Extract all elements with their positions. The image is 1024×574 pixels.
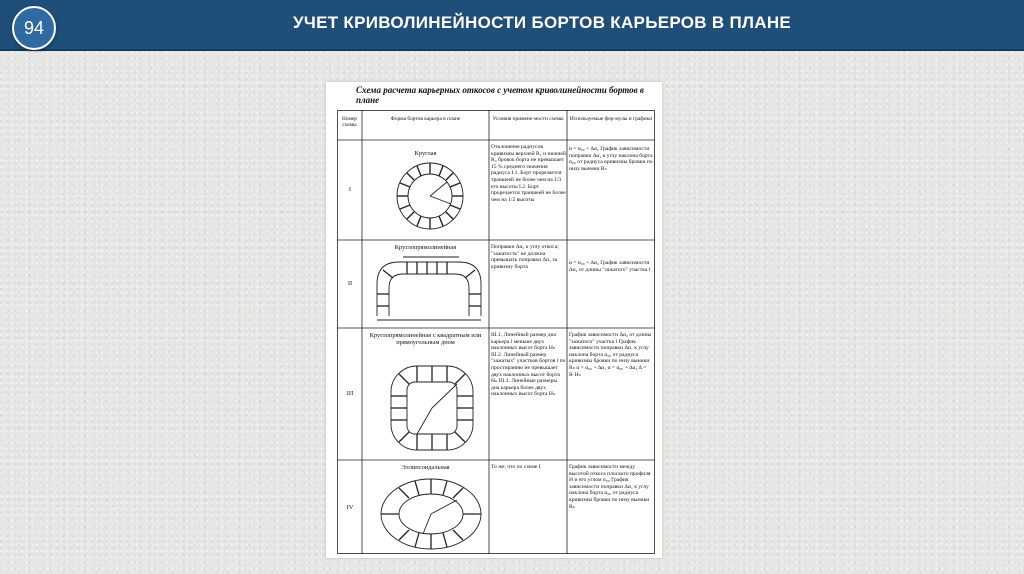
row-2-number: II: [347, 280, 353, 287]
round-pit-diagram: [395, 160, 465, 232]
elliptical-pit-diagram: [379, 476, 483, 552]
header-scheme-number: Номер схемы: [342, 116, 357, 128]
scanned-table-document: [326, 82, 662, 558]
row-2-conditions: Поправки Δα₂ к углу откоса; "зажатость" не должна превышать поправки Δα₁ за кривизну борта: [491, 244, 559, 270]
row-1-formulas: α = α₀₀ + Δα₁ График зависимости поправки Δα₁ к углу наклона борта α₀₀ от радиуса кривизны бровки по низу выемки Rₙ: [569, 146, 653, 172]
row-3-conditions: III.1. Линейный размер дна карьера l меньше двух наклонных высот борта Hₙ III.2. Линейный размер "зажатых" участков бортов l по простиранию не превышает двух наклонных высот борта Hₙ III.3. Линейные размеры дна карьера более двух наклонных высот борта Hₙ: [491, 332, 566, 398]
row-2-formulas: α = α₀₀ + Δα₂ График зависимости Δα₂ от длины "зажатого" участка l: [569, 260, 651, 273]
header-formulas: Используемые фор-мулы и графики: [569, 116, 653, 122]
scheme-table: [337, 110, 655, 554]
row-3-shape-label: Круглопрямолинейная с квадратным или прямоугольным дном: [369, 332, 482, 346]
row-2-shape-label: Круглопрямолинейная: [394, 244, 457, 251]
row-3-formulas: График зависимости Δα₂ от длины "зажатого" участка l График зависимости поправки Δα₁ к углу наклона борта α₀₀ от радиуса кривизны бровки по низу выемки Rₙ α = α₀₀ + Δα₁ α = α₀₀ + Δα₂ Δ = R·Hₙ: [569, 332, 652, 378]
header-shape: Форма бортов карьера в плане: [390, 116, 461, 122]
row-4-number: IV: [346, 504, 354, 511]
slide-header: [0, 0, 1024, 51]
row-1-shape-label: Круглая: [414, 150, 437, 157]
row-3-number: III: [346, 390, 354, 397]
row-1-number: I: [348, 186, 352, 193]
row-4-conditions: То же, что по схеме I: [491, 464, 541, 470]
square-bottom-pit-diagram: [387, 360, 477, 456]
row-4-formulas: График зависимости между высотой откоса плоского профиля H и его углом α₀₀ График зависимости поправки Δα₁ к углу наклона борта α₀₀ от радиуса кривизны бровки по низу выемки Rₙ: [569, 464, 651, 510]
slide-title: УЧЕТ КРИВОЛИНЕЙНОСТИ БОРТОВ КАРЬЕРОВ В ПЛАНЕ: [292, 13, 792, 32]
slide-number-badge: 94: [12, 6, 56, 50]
document-title: Схема расчета карьерных откосов с учетом криволинейности бортов в плане: [356, 85, 644, 105]
row-4-shape-label: Эллипсоидальная: [401, 464, 450, 471]
row-1-conditions: Отклонение радиусов кривизны верхней R₁ и нижней R₂ бровок борта не превышает 15 % среднего значения радиуса I.1. Борт прорезается траншеей не более чем на 1/3 его высоты I.2. Борт прорезается траншеей не более чем на 1/2 высоты: [491, 144, 566, 203]
header-conditions: Условия примене-мости схемы: [492, 116, 564, 122]
round-rectilinear-pit-diagram: [373, 254, 485, 324]
